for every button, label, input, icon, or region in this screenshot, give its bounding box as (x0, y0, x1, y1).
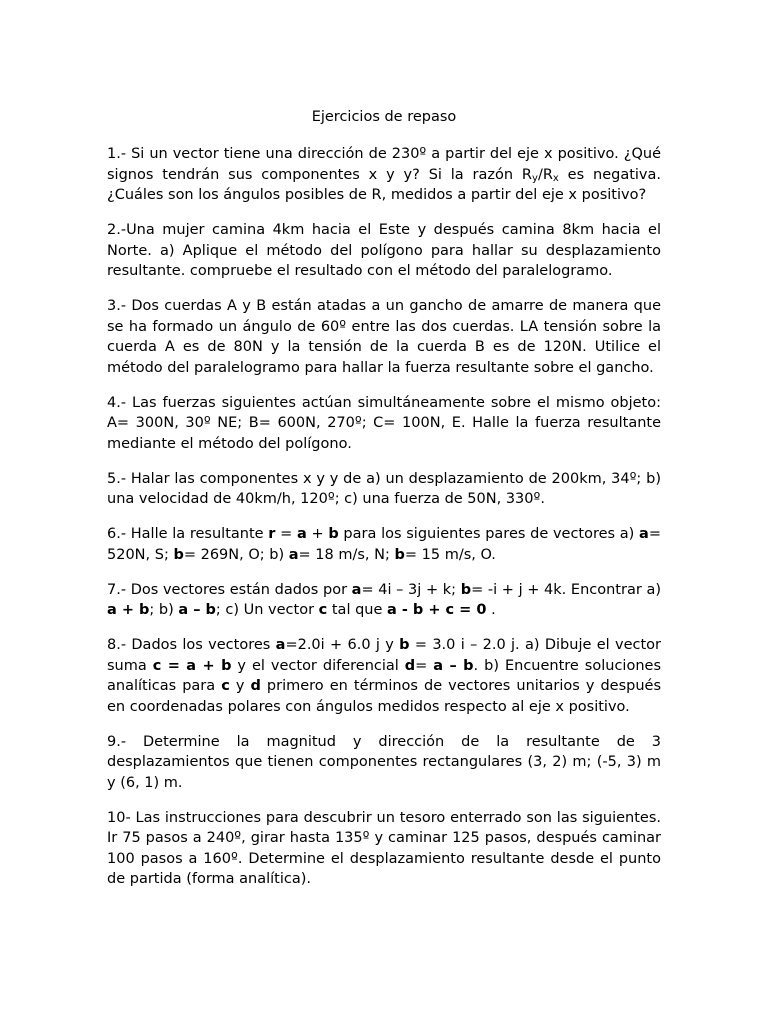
vector-a: a (288, 546, 299, 563)
exercise-7-text-2: = 4i – 3j + k; (361, 581, 461, 598)
subscript-y: y (532, 172, 538, 184)
exercise-8-text-8: primero en términos de vectores unitarios y después en coordenadas polares con ángulos medidos respecto al eje x positivo. (107, 678, 661, 715)
vector-a: a (351, 581, 362, 598)
subscript-x: x (552, 172, 559, 184)
exercise-8-text: 8.- Dados los vectores (107, 637, 276, 653)
exercise-6-text-4: = 269N, O; b) (183, 546, 289, 563)
exercise-2: 2.-Una mujer camina 4km hacia el Este y después camina 8km hacia el Norte. a) Aplique el método del polígono para hallar su desplazamiento resultante. compruebe el resultado con el método del paralelogramo. (107, 222, 661, 279)
vector-b: b (394, 546, 405, 563)
vector-r: r (268, 526, 276, 542)
exercise-6 (107, 524, 661, 565)
vector-d: d (250, 678, 261, 694)
exercise-8-text-6: . b) Encuentre soluciones analíticas para (107, 657, 661, 694)
vector-c: c (318, 602, 328, 618)
vector-c: c (221, 678, 230, 694)
exercise-7-text-5: ; c) Un vector (215, 602, 319, 618)
exercise-1-text-end: es negativa. ¿Cuáles son los ángulos posibles de R, medidos a partir del eje x positivo? (107, 166, 662, 203)
expr-c-sum: c = a + b (152, 657, 232, 674)
equals-sign: = (275, 526, 297, 542)
document-title: Ejercicios de repaso (311, 109, 457, 125)
exercise-10: 10- Las instrucciones para descubrir un tesoro enterrado son las siguientes. Ir 75 pasos a 240º, girar hasta 135º y caminar 125 pasos, después caminar 100 pasos a 160º. Determine el desplazamiento resultante desde el punto de partida (forma analítica). (107, 809, 661, 887)
vector-a: a (275, 637, 286, 653)
exercise-6-text-6: = 15 m/s, O. (404, 546, 496, 563)
exercise-9: 9.- Determine la magnitud y dirección de la resultante de 3 desplazamientos que tienen componentes rectangulares (3, 2) m; (-5, 3) m y (6, 1) m. (107, 733, 661, 791)
vector-b: b (328, 526, 339, 542)
vector-d: d (404, 657, 416, 674)
vector-b: b (173, 546, 184, 563)
exercise-3: 3.- Dos cuerdas A y B están atadas a un gancho de amarre de manera que se ha formado un ángulo de 60º entre las dos cuerdas. LA tensión sobre la cuerda A es de 80N y la tensión de la cuerda B es de 120N. Utilice el método del paralelogramo para hallar la fuerza resultante sobre el gancho. (107, 298, 661, 376)
exercise-6-text-3: = 520N, S; (107, 526, 661, 563)
exercise-1 (107, 144, 661, 206)
exercise-7-text-4: ; b) (149, 602, 179, 618)
vector-a: a (639, 526, 649, 542)
exercise-7-text-3: = -i + j + 4k. Encontrar a) (471, 581, 661, 598)
exercise-8-text-5: = (415, 657, 434, 674)
exercise-8-text-7: y (229, 678, 251, 694)
expr-a-plus-b: a + b (107, 602, 150, 618)
exercise-7 (107, 580, 661, 621)
exercise-8-text-3: = 3.0 i – 2.0 j. a) Dibuje el vector suma (107, 637, 661, 674)
plus-sign: + (306, 526, 329, 542)
exercise-6-text-5: = 18 m/s, N; (298, 546, 395, 563)
exercise-1-text: 1.- Si un vector tiene una dirección de 230º a partir del eje x positivo. ¿Qué signos tendrán sus componentes x y y? Si la razón R (107, 146, 661, 183)
exercise-7-text-7: . (486, 602, 496, 618)
exercise-7-text: 7.- Dos vectores están dados por (107, 581, 352, 598)
exercise-8-text-4: y el vector diferencial (231, 657, 405, 674)
expr-a-minus-b-plus-c: a - b + c = 0 (387, 602, 487, 618)
exercise-6-text: 6.- Halle la resultante (107, 526, 269, 542)
vector-a: a (296, 526, 307, 542)
exercise-4: 4.- Las fuerzas siguientes actúan simultáneamente sobre el mismo objeto: A= 300N, 30º NE; B= 600N, 270º; C= 100N, E. Halle la fuerza resultante mediante el método del polígono. (107, 394, 661, 452)
exercise-5: 5.- Halar las componentes x y y de a) un desplazamiento de 200km, 34º; b) una velocidad de 40km/h, 120º; c) una fuerza de 50N, 330º. (107, 470, 661, 507)
vector-b: b (460, 581, 472, 598)
exercise-8 (107, 635, 661, 717)
exercise-1-slash: /R (537, 166, 553, 183)
exercise-7-text-6: tal que (327, 602, 388, 618)
exercise-list (107, 144, 661, 904)
exercise-6-text-2: para los siguientes pares de vectores a) (338, 526, 640, 542)
expr-a-minus-b: a – b (178, 602, 216, 618)
exercise-8-text-2: =2.0i + 6.0 j y (285, 637, 400, 653)
vector-b: b (399, 637, 410, 653)
expr-a-minus-b: a – b (433, 657, 474, 674)
